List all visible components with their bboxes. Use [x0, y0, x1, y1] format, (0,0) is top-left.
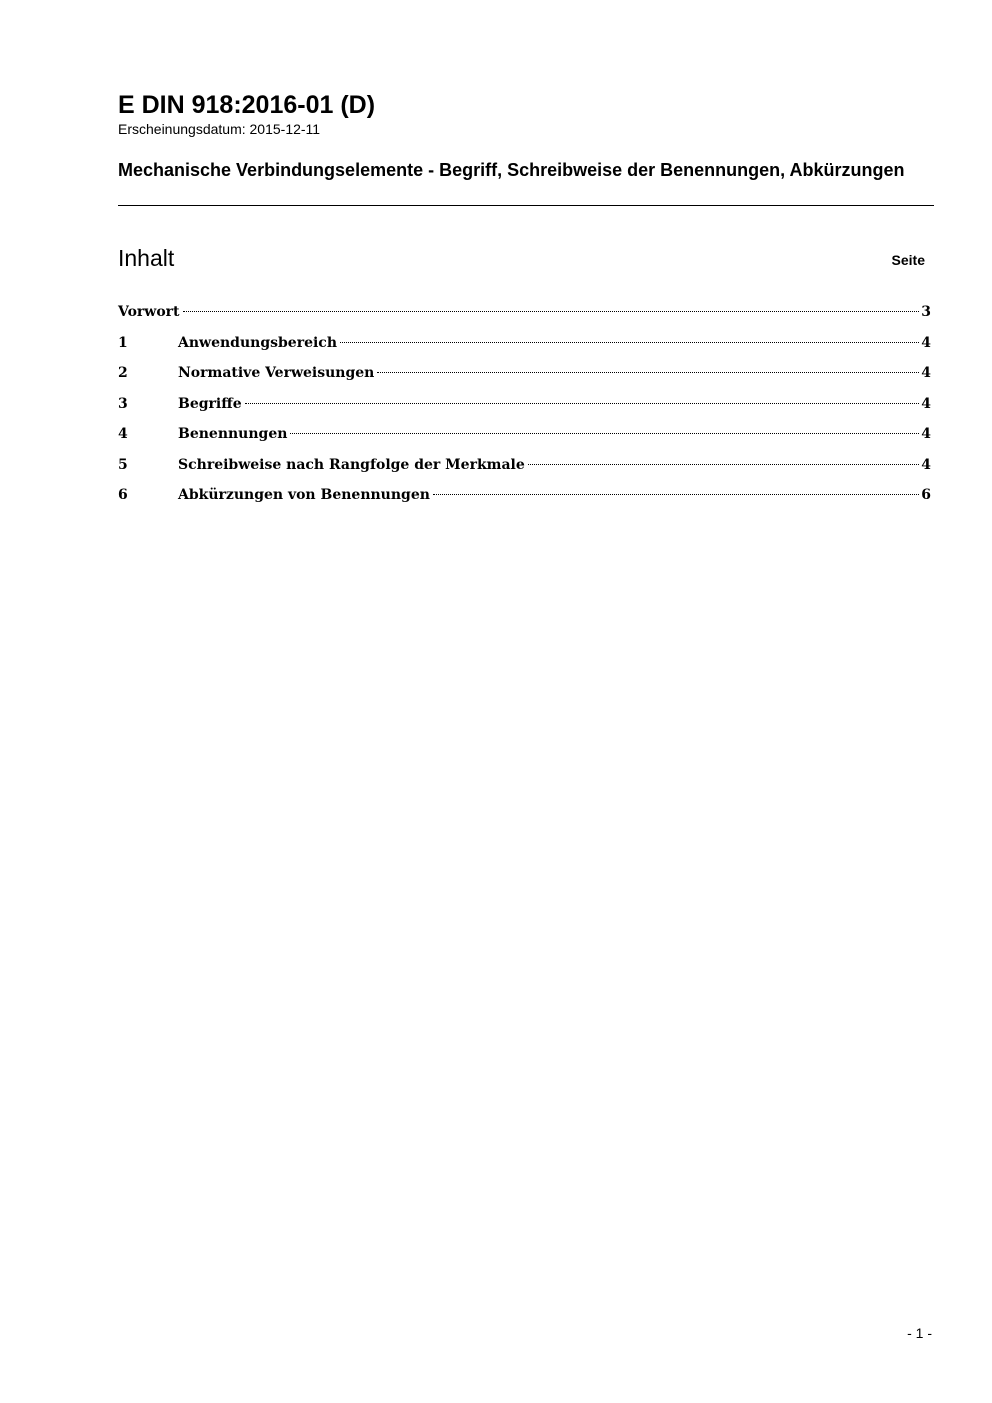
toc-entry-number: 5	[118, 456, 128, 473]
toc-entry-title: Abkürzungen von Benennungen	[178, 487, 430, 503]
toc-dot-leader	[183, 311, 920, 312]
toc-dot-leader	[340, 342, 919, 343]
toc-dot-leader	[433, 494, 919, 495]
toc-entry-number: 3	[118, 395, 128, 412]
toc-entry-title: Vorwort	[118, 304, 180, 320]
toc-dot-leader	[245, 403, 920, 404]
toc-entry-number: 2	[118, 365, 128, 381]
toc-entry-title: Anwendungsbereich	[178, 334, 337, 351]
toc-entry[interactable]	[118, 362, 931, 393]
toc-entry-page: 4	[921, 334, 931, 351]
toc-entry-number: 1	[118, 334, 128, 351]
table-of-contents	[118, 301, 931, 515]
toc-page-column-label: Seite	[891, 252, 925, 268]
document-title: Mechanische Verbindungselemente - Begriff, Schreibweise der Benennungen, Abkürzungen	[118, 160, 905, 180]
toc-entry-page: 6	[921, 487, 931, 503]
toc-entry-page: 4	[921, 395, 931, 412]
toc-entry[interactable]	[118, 423, 931, 454]
document-id: E DIN 918:2016-01 (D)	[118, 91, 376, 119]
publication-date: Erscheinungsdatum: 2015-12-11	[118, 121, 321, 137]
toc-heading: Inhalt	[118, 245, 175, 271]
toc-entry-page: 3	[921, 304, 931, 320]
toc-dot-leader	[290, 433, 919, 434]
toc-entry-page: 4	[921, 456, 931, 473]
toc-entry[interactable]	[118, 454, 931, 485]
toc-entry[interactable]	[118, 393, 931, 424]
toc-entry-title: Normative Verweisungen	[178, 365, 375, 381]
toc-entry-title: Benennungen	[178, 426, 288, 442]
toc-entry-number: 4	[118, 426, 128, 442]
toc-entry-page: 4	[921, 365, 931, 381]
toc-entry[interactable]	[118, 332, 931, 363]
toc-entry[interactable]	[118, 301, 931, 332]
toc-dot-leader	[377, 372, 919, 373]
toc-entry-title: Begriffe	[178, 395, 242, 412]
title-divider	[118, 205, 934, 206]
toc-entry-page: 4	[921, 426, 931, 442]
toc-entry[interactable]	[118, 484, 931, 515]
toc-entry-number: 6	[118, 487, 128, 503]
page-number-footer: - 1 -	[907, 1325, 932, 1341]
toc-dot-leader	[528, 464, 919, 465]
toc-entry-title: Schreibweise nach Rangfolge der Merkmale	[178, 456, 525, 473]
